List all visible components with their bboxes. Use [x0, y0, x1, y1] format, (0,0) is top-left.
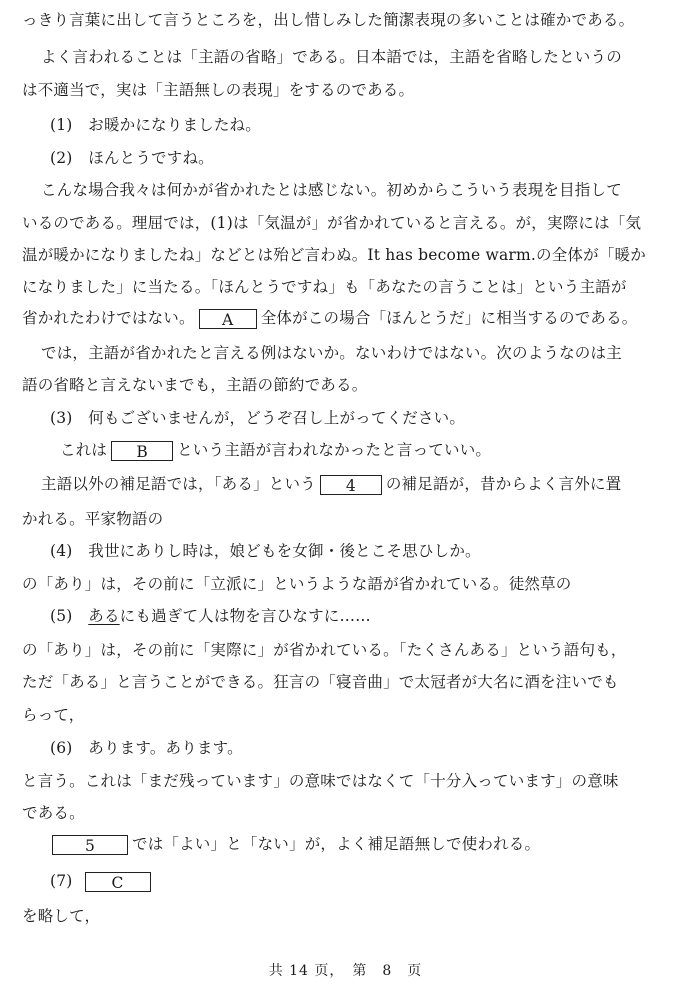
text-line: っきり言葉に出して言うところを，出し惜しみした簡潔表現の多いことは確かである。	[22, 11, 635, 29]
text-line: になりました」に当たる。「ほんとうですね」も「あなたの言うことは」という主語が	[22, 278, 627, 296]
text-line: を略して，	[22, 907, 101, 925]
text-line: の「あり」は，その前に「立派に」というような語が省かれている。徒然草の	[22, 575, 572, 593]
text-segment: 全体がこの場合「ほんとうだ」に相当するのである。	[260, 309, 638, 327]
text-line	[22, 308, 638, 329]
text-segment: これは	[60, 441, 108, 459]
blank-box-b[interactable]: B	[111, 441, 173, 461]
underlined-word: ある	[88, 607, 120, 625]
text-line	[60, 440, 491, 461]
example-7	[50, 871, 155, 892]
example-5	[50, 606, 371, 626]
example-4: (4) 我世にありし時は，娘どもを女御・後とこそ思ひしか。	[50, 542, 481, 560]
example-3: (3) 何もございませんが，どうぞ召し上がってください。	[50, 409, 466, 427]
example-2: (2) ほんとうですね。	[50, 149, 214, 167]
text-line: である。	[22, 804, 85, 822]
blank-box-c[interactable]: C	[85, 872, 151, 892]
text-segment: 省かれたわけではない。	[22, 309, 195, 327]
text-line	[41, 474, 621, 495]
text-line: は不適当で，実は「主語無しの表現」をするのである。	[22, 81, 415, 99]
text-line	[52, 834, 540, 855]
text-line: こんな場合我々は何かが省かれたとは感じない。初めからこういう表現を目指して	[41, 181, 622, 199]
text-line: の「あり」は，その前に「実際に」が省かれている。「たくさんある」という語句も，	[22, 641, 627, 659]
text-line: 語の省略と言えないまでも，主語の節約である。	[22, 376, 368, 394]
text-line: らって，	[22, 706, 85, 724]
blank-box-4[interactable]: 4	[320, 475, 382, 495]
example-6: (6) あります。あります。	[50, 739, 243, 757]
text-line: と言う。これは「まだ残っています」の意味ではなくて「十分入っています」の意味	[22, 772, 619, 790]
text-line: ただ「ある」と言うことができる。狂言の「寝音曲」で太冠者が大名に酒を注いでも	[22, 673, 619, 691]
text-line: いるのである。理屈では，(1)は「気温が」が省かれていると言える。が，実際には「気	[22, 214, 642, 232]
text-segment: にも過ぎて人は物を言ひなすに……	[119, 607, 371, 625]
blank-box-a[interactable]: A	[199, 309, 257, 329]
text-line: よく言われることは「主語の省略」である。日本語では，主語を省略したというの	[41, 48, 622, 66]
page-footer: 共 14 页， 第 8 页	[268, 963, 423, 979]
text-segment: (7)	[50, 872, 73, 890]
blank-box-5[interactable]: 5	[52, 835, 128, 855]
text-segment: という主語が言われなかったと言っていい。	[177, 441, 492, 459]
text-segment: では「よい」と「ない」が，よく補足語無しで使われる。	[132, 835, 541, 853]
text-segment: の補足語が，昔からよく言外に置	[385, 475, 622, 493]
text-segment: 主語以外の補足語では，「ある」という	[41, 475, 316, 493]
text-segment: (5)	[50, 607, 89, 625]
text-line: では，主語が省かれたと言える例はないか。ないわけではない。次のようなのは主	[41, 344, 622, 362]
text-line: 温が暖かになりましたね」などとは殆ど言わぬ。It has become warm.の全体が「暖か	[22, 246, 646, 264]
text-line: かれる。平家物語の	[22, 510, 164, 528]
example-1: (1) お暖かになりましたね。	[50, 116, 261, 134]
